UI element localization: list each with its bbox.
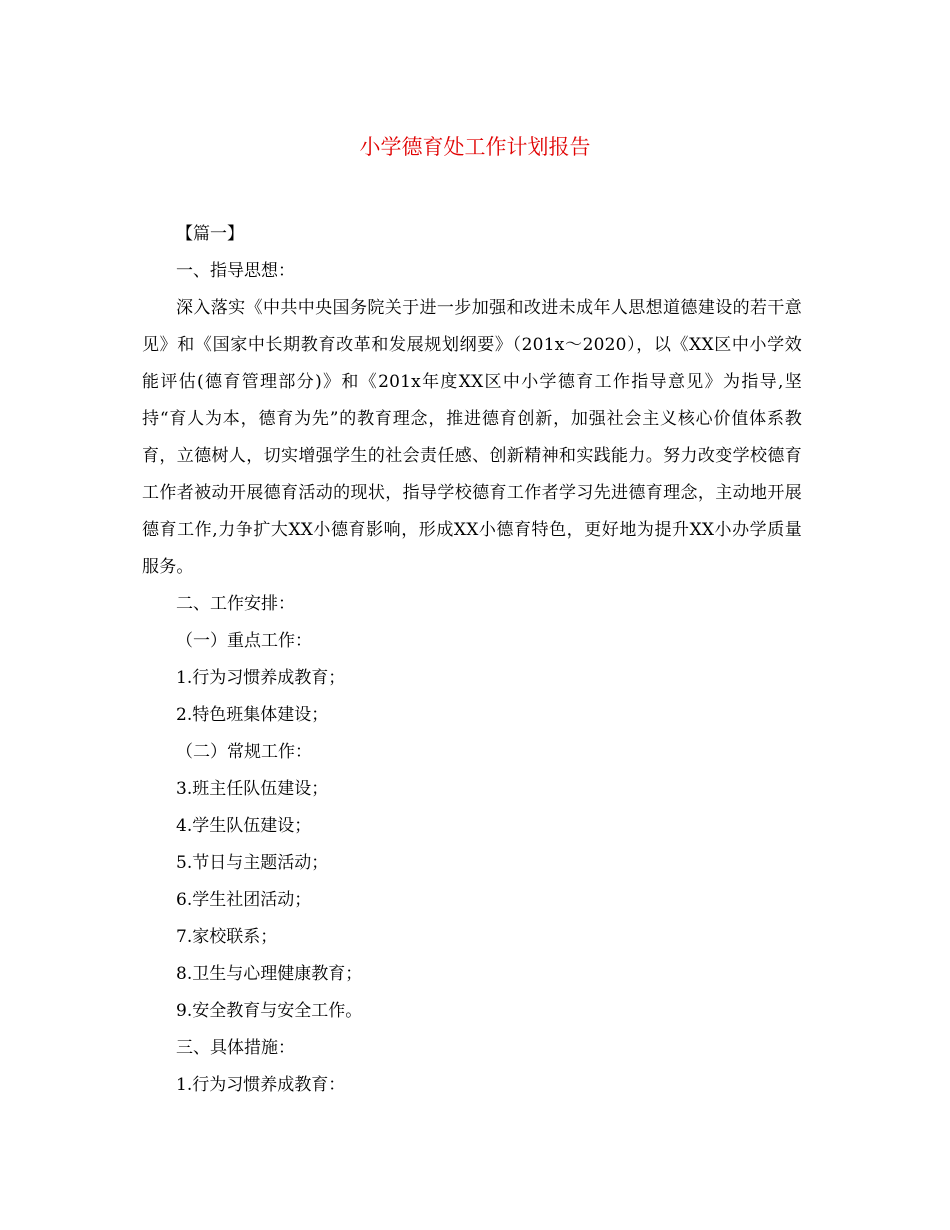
- heading-work-arrangement: 二、工作安排：: [176, 594, 295, 614]
- section-label: 【篇一】: [176, 224, 244, 244]
- list-item: 7.家校联系；: [176, 927, 278, 947]
- list-item: 2.特色班集体建设；: [176, 705, 329, 725]
- paragraph-guiding-ideology: 深入落实《中共中央国务院关于进一步加强和改进未成年人思想道德建设的若干意见》和《国家中长期教育改革和发展规划纲要》（201x～2020），以《XX区中小学效能评估(德育管理部分)》和《201x年度XX区中小学德育工作指导意见》为指导,坚持“育人为本，德育为先”的教育理念，推进德育创新，加强社会主义核心价值体系教育，立德树人，切实增强学生的社会责任感、创新精神和实践能力。努力改变学校德育工作者被动开展德育活动的现状，指导学校德育工作者学习先进德育理念，主动地开展德育工作,力争扩大XX小德育影响，形成XX小德育特色，更好地为提升XX小办学质量服务。: [142, 298, 802, 577]
- heading-specific-measures: 三、具体措施：: [176, 1038, 295, 1058]
- list-item: 9.安全教育与安全工作。: [176, 1001, 363, 1021]
- subheading-routine-work: （二）常规工作：: [176, 742, 312, 762]
- list-item: 4.学生队伍建设；: [176, 816, 312, 836]
- list-item: 8.卫生与心理健康教育；: [176, 964, 363, 984]
- document-title: 小学德育处工作计划报告: [359, 135, 591, 159]
- document-body: [142, 216, 802, 1104]
- list-item: 6.学生社团活动；: [176, 890, 312, 910]
- subheading-key-work: （一）重点工作：: [176, 631, 312, 651]
- list-item: 1.行为习惯养成教育：: [176, 1075, 346, 1095]
- heading-guiding-ideology: 一、指导思想：: [176, 261, 295, 281]
- list-item: 5.节日与主题活动；: [176, 853, 329, 873]
- list-item: 1.行为习惯养成教育；: [176, 668, 346, 688]
- list-item: 3.班主任队伍建设；: [176, 779, 329, 799]
